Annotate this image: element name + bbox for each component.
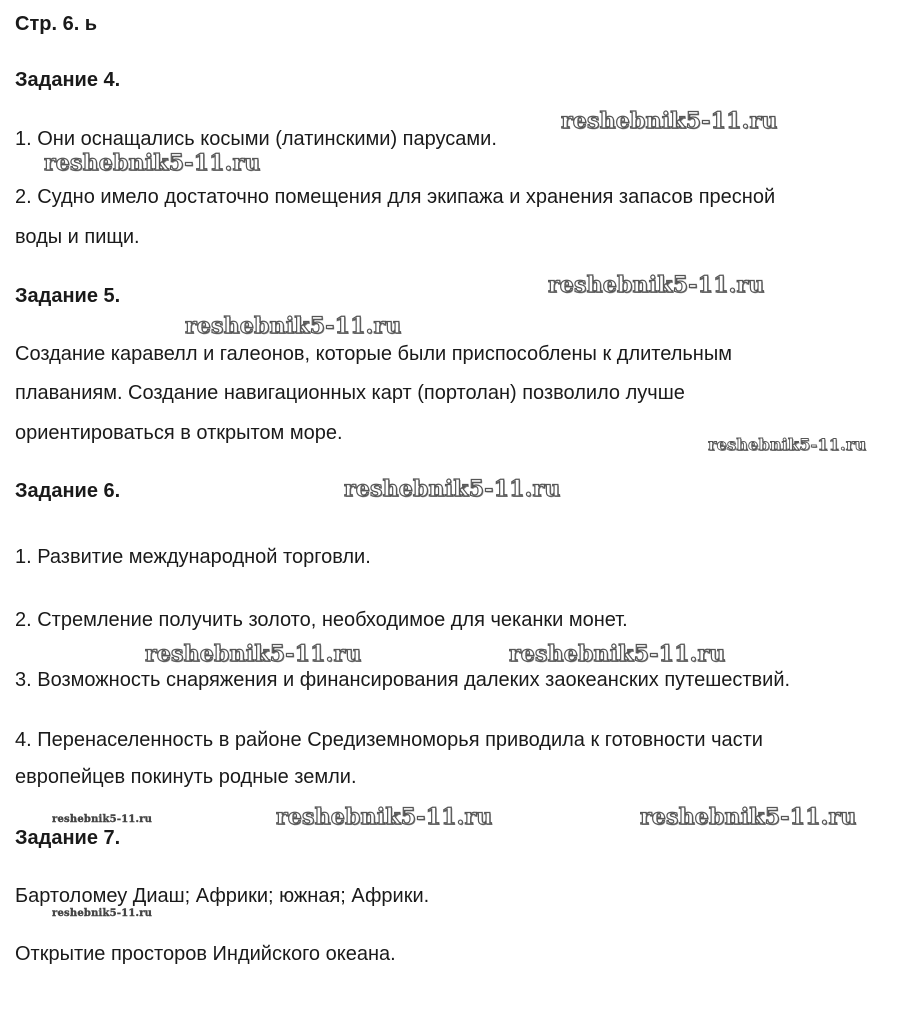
task-4-line-1: 1. Они оснащались косыми (латинскими) парусами. (15, 128, 497, 150)
task-5-line-1: Создание каравелл и галеонов, которые были приспособлены к длительным (15, 343, 732, 365)
watermark: reshebnik5-11.ru (344, 476, 561, 502)
watermark: reshebnik5-11.ru (44, 150, 261, 176)
task-6-line-4: 4. Перенаселенность в районе Средиземноморья приводила к готовности части (15, 729, 763, 751)
watermark: reshebnik5-11.ru (640, 804, 857, 830)
watermark: reshebnik5-11.ru (276, 804, 493, 830)
task-7-line-1: Бартоломеу Диаш; Африки; южная; Африки. (15, 885, 430, 907)
task-4-line-2: 2. Судно имело достаточно помещения для экипажа и хранения запасов пресной (15, 186, 776, 208)
page-header: Стр. 6. ь (15, 13, 98, 35)
task-6-line-2: 2. Стремление получить золото, необходимое для чеканки монет. (15, 609, 628, 631)
watermark: reshebnik5-11.ru (708, 435, 867, 454)
task-4-title: Задание 4. (15, 69, 121, 91)
task-6-title: Задание 6. (15, 480, 121, 502)
watermark: reshebnik5-11.ru (52, 814, 153, 825)
watermark: reshebnik5-11.ru (185, 313, 402, 339)
watermark: reshebnik5-11.ru (561, 108, 778, 134)
task-5-line-3: ориентироваться в открытом море. (15, 422, 343, 444)
task-7-title: Задание 7. (15, 827, 121, 849)
task-4-line-3: воды и пищи. (15, 226, 140, 248)
watermark: reshebnik5-11.ru (509, 641, 726, 667)
watermark: reshebnik5-11.ru (52, 908, 153, 919)
watermark: reshebnik5-11.ru (548, 272, 765, 298)
task-5-title: Задание 5. (15, 285, 121, 307)
task-6-line-3: 3. Возможность снаряжения и финансирования далеких заокеанских путешествий. (15, 669, 791, 691)
task-6-line-1: 1. Развитие международной торговли. (15, 546, 371, 568)
task-5-line-2: плаваниям. Создание навигационных карт (портолан) позволило лучше (15, 382, 685, 404)
task-7-line-2: Открытие просторов Индийского океана. (15, 943, 396, 965)
task-6-line-5: европейцев покинуть родные земли. (15, 766, 357, 788)
watermark: reshebnik5-11.ru (145, 641, 362, 667)
